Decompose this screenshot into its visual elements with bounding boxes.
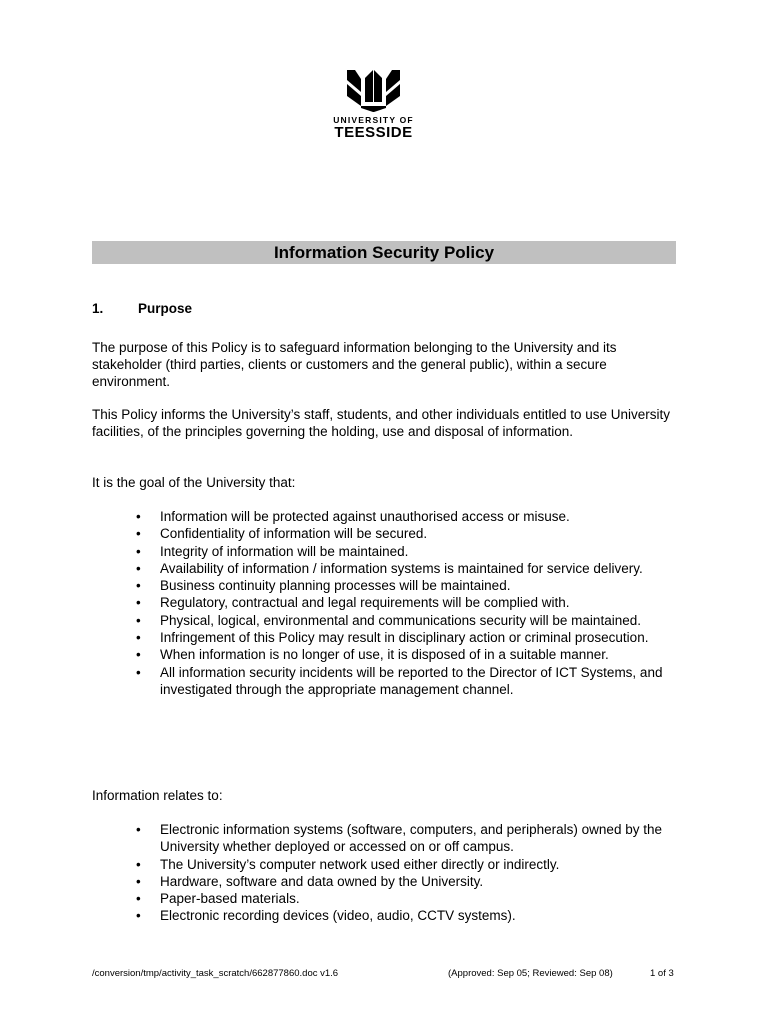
section-number: 1.: [92, 301, 104, 316]
list-item: • Paper-based materials.: [160, 890, 680, 907]
list-item: • Regulatory, contractual and legal requirements will be complied with.: [160, 594, 680, 611]
university-logo: [325, 70, 422, 140]
logo-line-university-of: UNIVERSITY OF: [333, 115, 414, 125]
list-item: • Hardware, software and data owned by the University.: [160, 873, 680, 890]
list-item: • Integrity of information will be maintained.: [160, 543, 680, 560]
footer-page-number: 1 of 3: [650, 968, 674, 979]
paragraph-relates-intro: Information relates to:: [92, 788, 223, 803]
teesside-emblem-icon: [347, 70, 400, 112]
document-title: Information Security Policy: [273, 243, 495, 262]
list-item: • Information will be protected against unauthorised access or misuse.: [160, 508, 680, 525]
paragraph-purpose: The purpose of this Policy is to safeguard information belonging to the University and its stakeholder (third parties, clients or customers and the general public), within a secure environment.: [92, 340, 617, 389]
list-item: • The University’s computer network used either directly or indirectly.: [160, 856, 680, 873]
list-item: • Electronic information systems (software, computers, and peripherals) owned by the University whether deployed or accessed on or off campus.: [160, 821, 680, 856]
paragraph-informs: This Policy informs the University’s staff, students, and other individuals entitled to use University facilities, of the principles governing the holding, use and disposal of information.: [92, 407, 671, 439]
logo-line-teesside: TEESSIDE: [334, 124, 413, 141]
relates-list: [160, 821, 680, 925]
list-item: • Availability of information / information systems is maintained for service delivery.: [160, 560, 680, 577]
list-item: • Infringement of this Policy may result in disciplinary action or criminal prosecution.: [160, 629, 680, 646]
section-heading: [92, 301, 192, 316]
list-item: • Physical, logical, environmental and communications security will be maintained.: [160, 612, 680, 629]
list-item: • All information security incidents will be reported to the Director of ICT Systems, and investigated through the appropriate management channel.: [160, 664, 680, 699]
list-item: • Confidentiality of information will be secured.: [160, 525, 680, 542]
goals-list: [160, 508, 680, 698]
footer-file-path: /conversion/tmp/activity_task_scratch/662877860.doc v1.6: [92, 968, 339, 979]
list-item: • Electronic recording devices (video, audio, CCTV systems).: [160, 907, 680, 924]
paragraph-goal-intro: It is the goal of the University that:: [92, 475, 296, 490]
list-item: • When information is no longer of use, it is disposed of in a suitable manner.: [160, 646, 680, 663]
document-title-bar: [92, 241, 676, 264]
list-item: • Business continuity planning processes will be maintained.: [160, 577, 680, 594]
section-title: Purpose: [138, 301, 193, 316]
footer-approval: (Approved: Sep 05; Reviewed: Sep 08): [448, 968, 613, 979]
